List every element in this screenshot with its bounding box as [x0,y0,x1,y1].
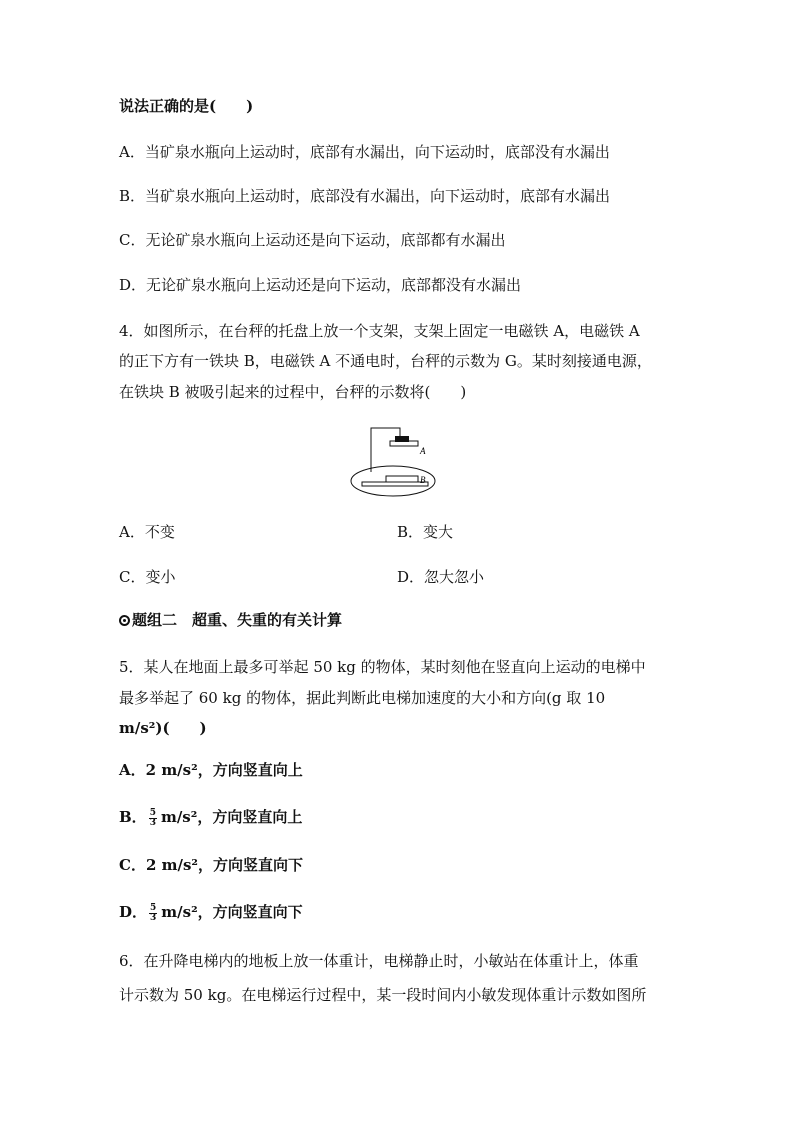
section-title: 题组二 超重、失重的有关计算 [132,611,343,629]
q5-stem-line-3: m/s²)( ) [119,719,207,737]
label-a: A [420,446,426,456]
q5-stem-line-2: 最多举起了 60 kg 的物体，据此判断此电梯加速度的大小和方向(g 取 10 [119,689,606,707]
support-frame [371,428,400,472]
iron-block-b [386,476,418,482]
q5-option-c: C．2 m/s²，方向竖直向下 [119,856,304,874]
q5-option-d: D． $\frac{5}{3}$ m/s²，方向竖直向下 [119,902,303,923]
q4-option-b: B．变大 [397,523,454,541]
section-heading [119,610,342,630]
target-icon [119,615,130,626]
scale-figure [350,424,440,498]
q3-option-b: B．当矿泉水瓶向上运动时，底部没有水漏出，向下运动时，底部有水漏出 [119,187,611,205]
q5-option-a: A．2 m/s²，方向竖直向上 [119,761,303,779]
q5-option-b: B． $\frac{5}{3}$ m/s²，方向竖直向上 [119,807,303,828]
fraction: $\frac{5}{3}$ [149,807,156,828]
q4-option-c: C．变小 [119,568,176,586]
q4-stem-line-2: 的正下方有一铁块 B，电磁铁 A 不通电时，台秤的示数为 G。某时刻接通电源， [119,352,652,370]
fraction: $\frac{5}{3}$ [150,902,157,923]
q4-option-a: A．不变 [119,523,175,541]
q3-stem-tail: 说法正确的是( ) [119,97,254,115]
q4-stem-line-3: 在铁块 B 被吸引起来的过程中，台秤的示数将( ) [119,383,467,401]
q3-option-c: C．无论矿泉水瓶向上运动还是向下运动，底部都有水漏出 [119,231,506,249]
q4-option-d: D．忽大忽小 [397,568,485,586]
scale-tray [362,482,428,486]
q4-stem-line-1: 4．如图所示，在台秤的托盘上放一个支架，支架上固定一电磁铁 A，电磁铁 A [119,322,640,340]
q6-stem-line-2: 计示数为 50 kg。在电梯运行过程中，某一段时间内小敏发现体重计示数如图所 [119,986,647,1004]
q5-stem-line-1: 5．某人在地面上最多可举起 50 kg 的物体，某时刻他在竖直向上运动的电梯中 [119,658,646,676]
q3-option-d: D．无论矿泉水瓶向上运动还是向下运动，底部都没有水漏出 [119,276,522,294]
q3-option-a: A．当矿泉水瓶向上运动时，底部有水漏出，向下运动时，底部没有水漏出 [119,143,610,161]
q6-stem-line-1: 6．在升降电梯内的地板上放一体重计，电梯静止时，小敏站在体重计上，体重 [119,952,639,970]
electromagnet-a [395,436,409,442]
label-b: B [420,475,426,485]
